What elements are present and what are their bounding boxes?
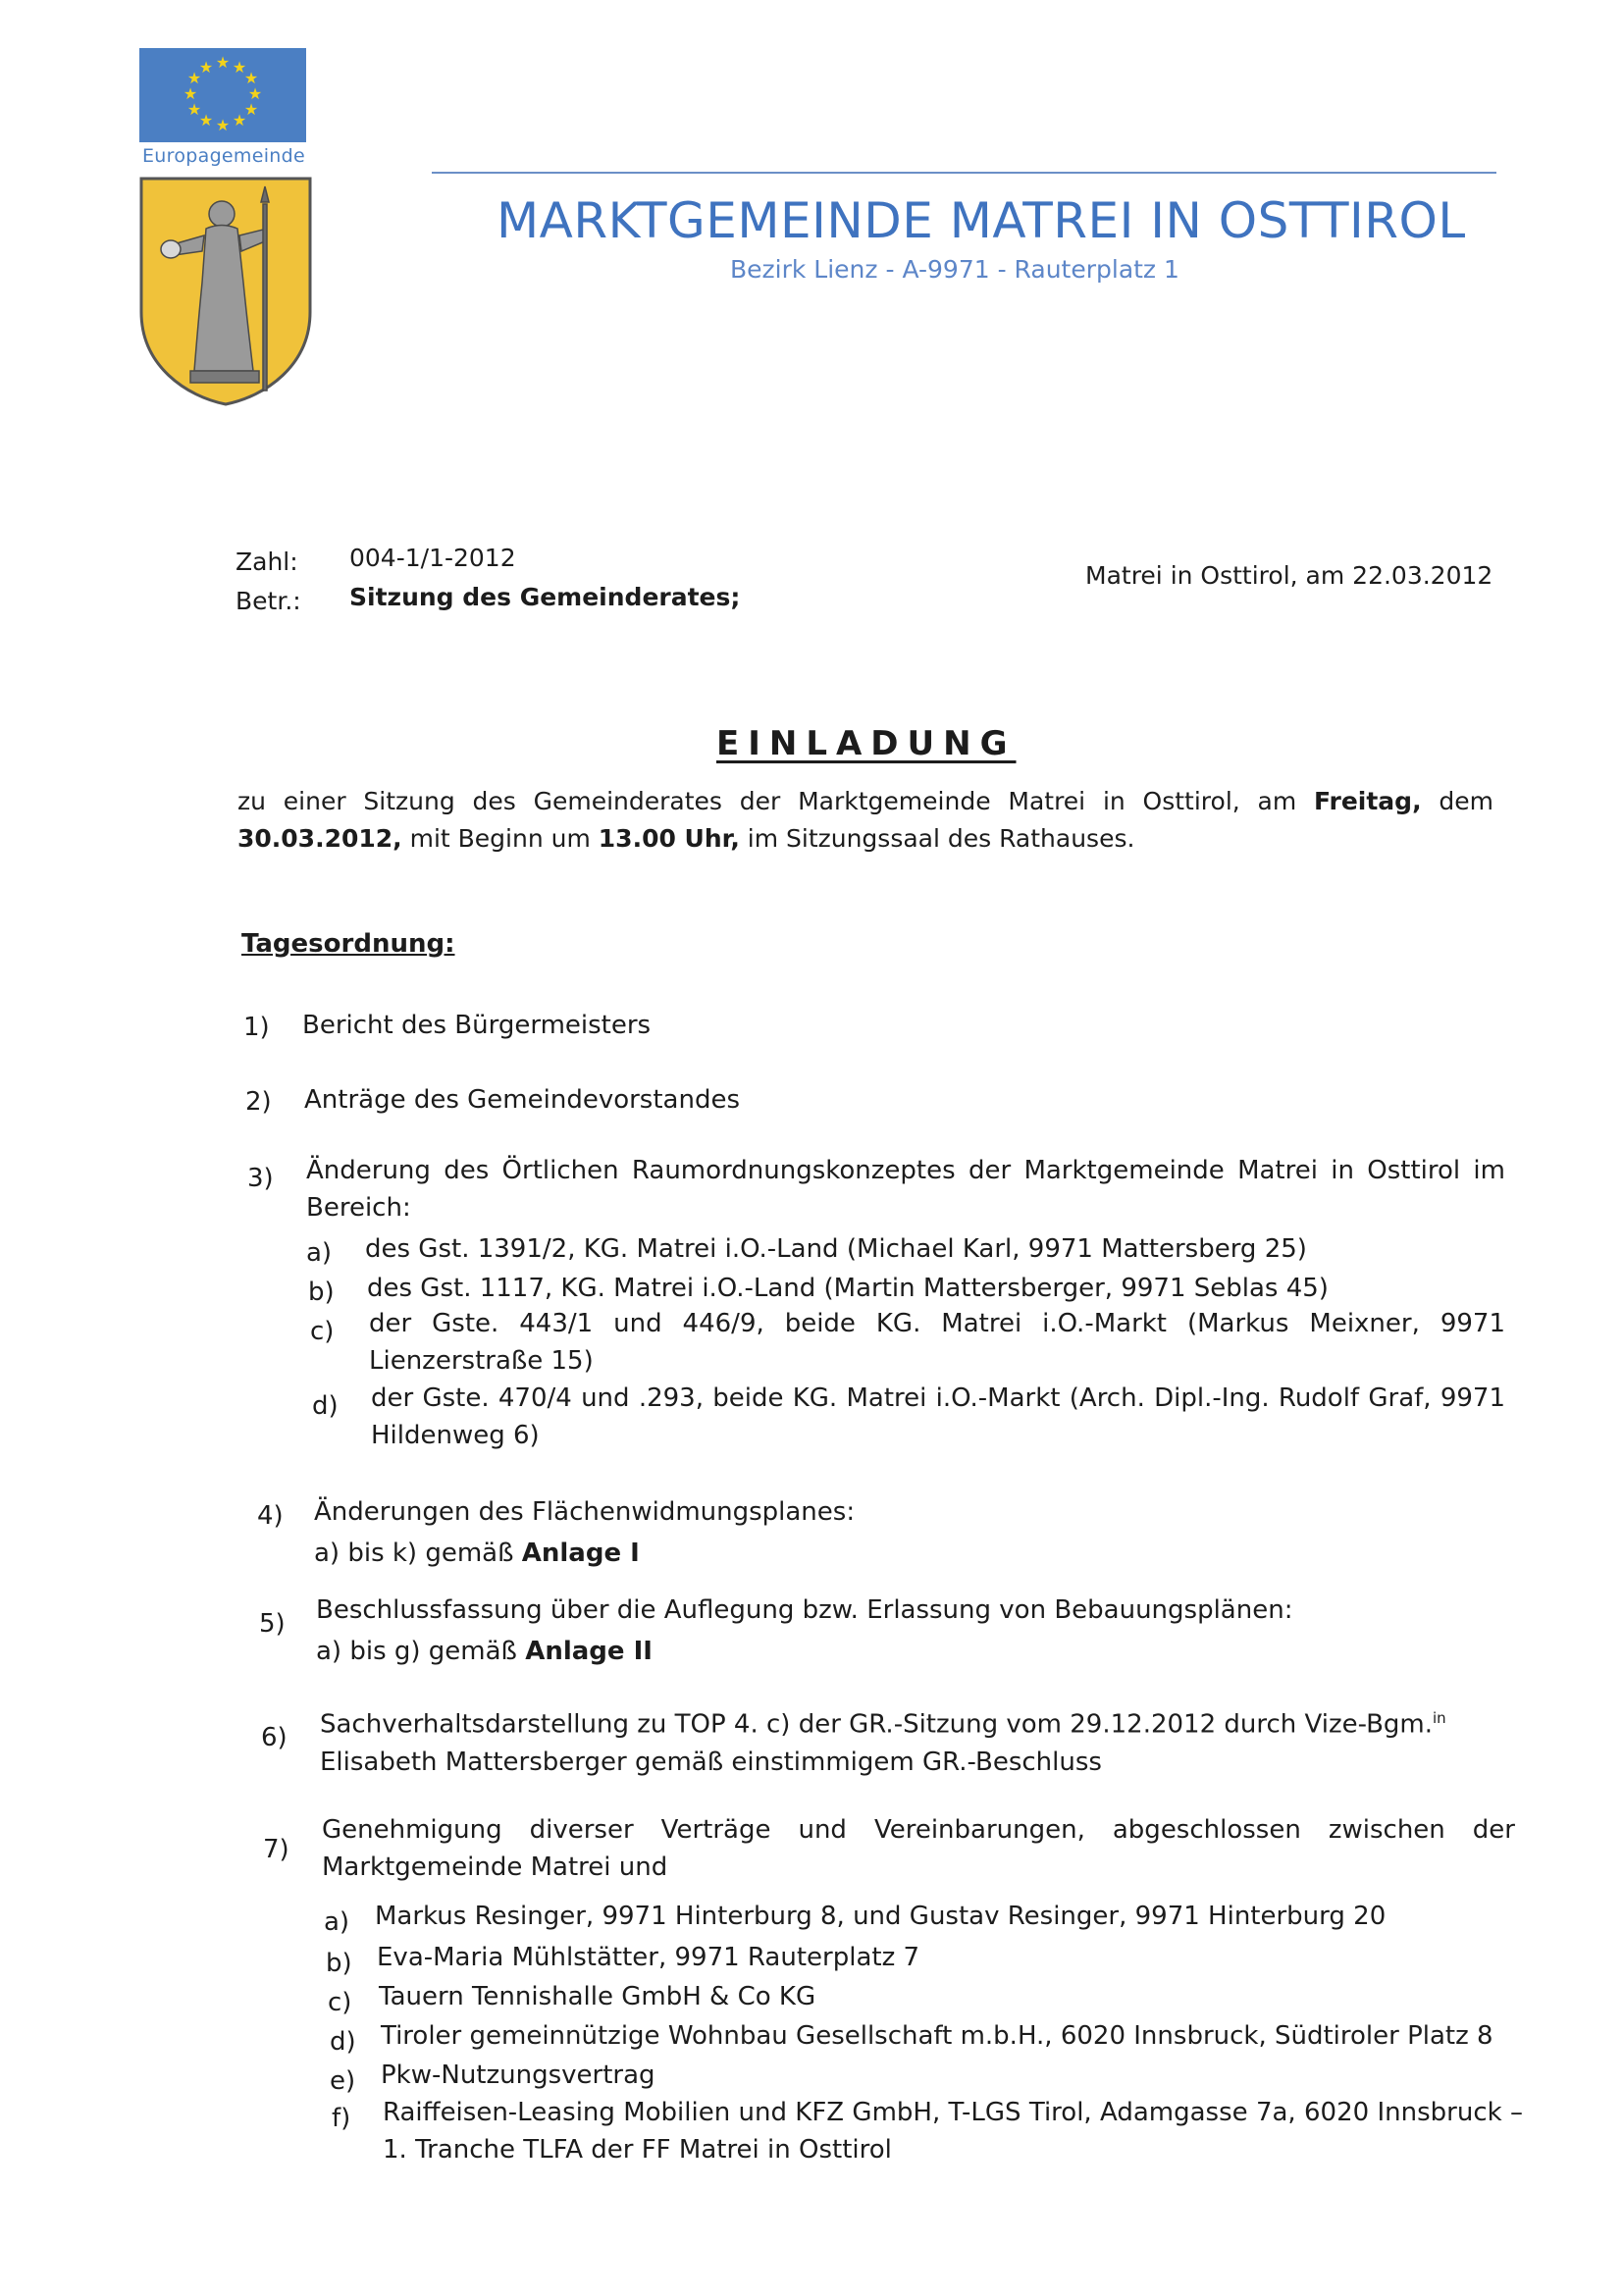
agenda-item-text [320, 1699, 1517, 1781]
agenda-sub-text: Tiroler gemeinnützige Wohnbau Gesellschaft m.b.H., 6020 Innsbruck, Südtiroler Platz 8 [381, 2021, 1493, 2051]
agenda-item-ref-text: a) bis k) gemäß [314, 1539, 522, 1568]
agenda-sub-letter: b) [326, 1949, 352, 1978]
agenda-item-number: 2) [245, 1087, 272, 1117]
agenda-item-annex: Anlage I [521, 1539, 640, 1568]
agenda-sub-text: Raiffeisen-Leasing Mobilien und KFZ GmbH, T-LGS Tirol, Adamgasse 7a, 6020 Innsbruck – 1. Tranche TLFA der FF Matrei in Osttirol [383, 2098, 1523, 2165]
intro-date: 30.03.2012, [237, 824, 402, 853]
agenda-heading: Tagesordnung: [241, 929, 455, 959]
agenda-item-number: 1) [243, 1013, 270, 1042]
intro-paragraph [237, 783, 1493, 858]
header-rule [432, 172, 1496, 174]
agenda-item-line: Beschlussfassung über die Auflegung bzw. Erlassung von Bebauungsplänen: [316, 1595, 1293, 1625]
agenda-sub-letter: f) [332, 2104, 351, 2133]
agenda-sub-text: Markus Resinger, 9971 Hinterburg 8, und Gustav Resinger, 9971 Hinterburg 20 [375, 1902, 1387, 1931]
svg-text:★: ★ [186, 69, 202, 87]
agenda-item-text: Bericht des Bürgermeisters [302, 1011, 652, 1040]
agenda-item-line [314, 1535, 1492, 1572]
agenda-sub-text: des Gst. 1391/2, KG. Matrei i.O.-Land (Michael Karl, 9971 Mattersberg 25) [365, 1234, 1307, 1264]
agenda-sub-text: Tauern Tennishalle GmbH & Co KG [379, 1982, 816, 2011]
zahl-label: Zahl: [236, 548, 298, 576]
coat-of-arms-icon [137, 175, 314, 408]
svg-text:★: ★ [186, 100, 202, 119]
agenda-item-annex: Anlage II [525, 1637, 653, 1666]
zahl-value: 004-1/1-2012 [349, 544, 516, 572]
agenda-sub-letter: e) [330, 2066, 356, 2096]
place-date: Matrei in Osttirol, am 22.03.2012 [1085, 561, 1493, 590]
document-title: EINLADUNG [716, 724, 1017, 763]
agenda-item-number: 5) [259, 1609, 286, 1639]
agenda-item-text-part: Elisabeth Mattersberger gemäß einstimmigem GR.-Beschluss [320, 1747, 1102, 1777]
agenda-item-ref-text: a) bis g) gemäß [316, 1637, 526, 1666]
svg-text:★: ★ [243, 69, 259, 87]
svg-text:★: ★ [215, 53, 231, 72]
betr-label: Betr.: [236, 587, 301, 615]
agenda-item-text: Genehmigung diverser Verträge und Vereinbarungen, abgeschlossen zwischen der Marktgemeinde Matrei und [322, 1815, 1515, 1882]
eu-label: Europagemeinde [142, 145, 305, 167]
agenda-item-superscript: in [1433, 1709, 1446, 1727]
organization-address: Bezirk Lienz - A-9971 - Rauterplatz 1 [730, 255, 1179, 284]
agenda-sub-text: Eva-Maria Mühlstätter, 9971 Rauterplatz 7 [377, 1943, 920, 1972]
agenda-item-line [316, 1633, 1493, 1670]
eu-flag-logo [139, 48, 306, 142]
agenda-sub-letter: d) [312, 1391, 339, 1421]
svg-text:★: ★ [198, 58, 214, 77]
agenda-sub-letter: a) [324, 1907, 350, 1937]
agenda-sub-letter: c) [310, 1317, 335, 1346]
svg-text:★: ★ [232, 58, 247, 77]
organization-name: MARKTGEMEINDE MATREI IN OSTTIROL [497, 192, 1466, 249]
intro-text-4: im Sitzungssaal des Rathauses. [739, 824, 1135, 853]
agenda-sub-letter: d) [330, 2027, 356, 2057]
svg-text:★: ★ [247, 84, 263, 103]
agenda-item-number: 7) [263, 1835, 289, 1864]
agenda-item-number: 3) [247, 1164, 274, 1193]
agenda-item-text [314, 1493, 1492, 1572]
svg-text:★: ★ [183, 84, 198, 103]
betr-value: Sitzung des Gemeinderates; [349, 583, 741, 611]
agenda-sub-letter: c) [328, 1988, 352, 2017]
agenda-item-text: Anträge des Gemeindevorstandes [304, 1085, 741, 1115]
agenda-item-text-part: Sachverhaltsdarstellung zu TOP 4. c) der GR.-Sitzung vom 29.12.2012 durch Vize-Bgm. [320, 1709, 1433, 1740]
intro-time: 13.00 Uhr, [598, 824, 740, 853]
agenda-item-text: Änderung des Örtlichen Raumordnungskonzeptes der Marktgemeinde Matrei in Osttirol im Bereich: [306, 1156, 1505, 1223]
intro-text-3: mit Beginn um [401, 824, 599, 853]
agenda-item-number: 4) [257, 1501, 284, 1531]
svg-text:★: ★ [215, 116, 231, 134]
eu-stars-icon [139, 48, 306, 142]
agenda-item-line: Änderungen des Flächenwidmungsplanes: [314, 1497, 856, 1527]
agenda-item-number: 6) [261, 1723, 288, 1752]
agenda-sub-letter: a) [306, 1238, 333, 1268]
intro-weekday: Freitag, [1314, 787, 1422, 815]
agenda-sub-letter: b) [308, 1278, 335, 1307]
intro-text-1: zu einer Sitzung des Gemeinderates der Marktgemeinde Matrei in Osttirol, am [237, 787, 1315, 815]
agenda-sub-text: der Gste. 470/4 und .293, beide KG. Matrei i.O.-Markt (Arch. Dipl.-Ing. Rudolf Graf, 9971 Hildenweg 6) [371, 1383, 1505, 1450]
svg-text:★: ★ [232, 111, 247, 130]
agenda-sub-text: der Gste. 443/1 und 446/9, beide KG. Matrei i.O.-Markt (Markus Meixner, 9971 Lienzerstraße 15) [369, 1309, 1505, 1376]
intro-text-2: dem [1421, 787, 1493, 815]
svg-text:★: ★ [243, 100, 259, 119]
svg-text:★: ★ [198, 111, 214, 130]
agenda-sub-text: Pkw-Nutzungsvertrag [381, 2061, 655, 2090]
agenda-item-text [316, 1592, 1493, 1670]
agenda-sub-text: des Gst. 1117, KG. Matrei i.O.-Land (Martin Mattersberger, 9971 Seblas 45) [367, 1274, 1329, 1303]
